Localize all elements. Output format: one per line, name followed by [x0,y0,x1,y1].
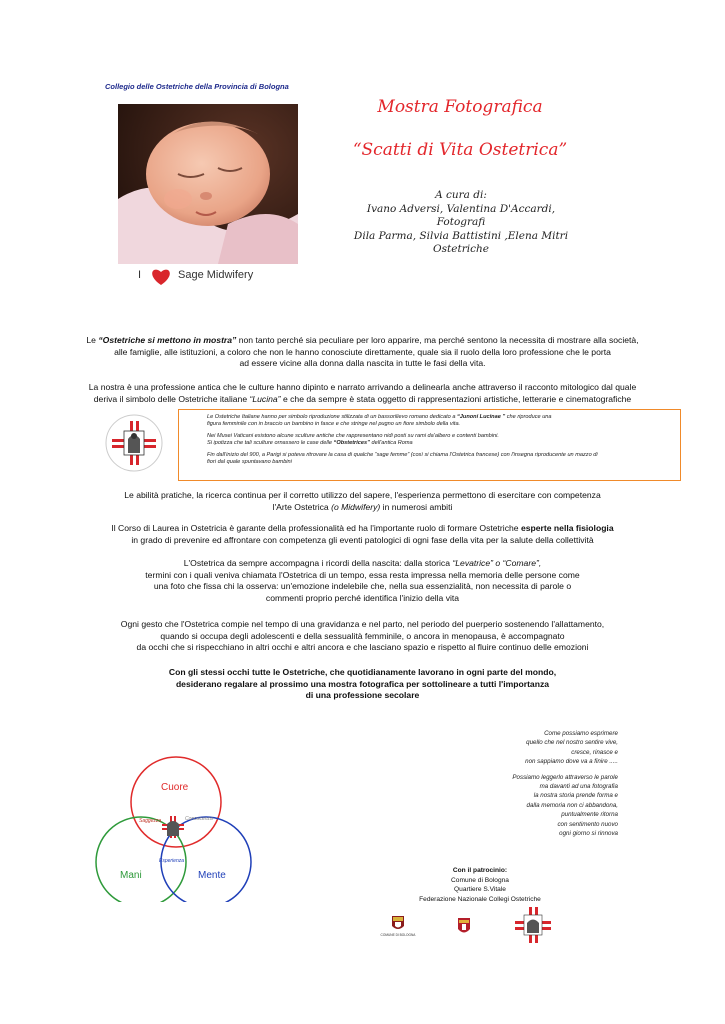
venn-diagram [86,752,286,902]
badge-suffix: Sage Midwifery [178,269,254,281]
venn-center-logo [162,816,184,838]
midwives-names: Dila Parma, Silvia Battistini ,Elena Mitri [353,229,569,242]
venn-label-saggezza: Saggezza [139,818,162,824]
organization-name: Collegio delle Ostetriche della Provincia di Bologna [105,82,289,91]
photographers-role: Fotografi [436,216,486,228]
venn-label-cuore: Cuore [161,782,189,793]
heart-icon [150,268,172,289]
badge-prefix: I [138,269,142,281]
paragraph-degree: Il Corso di Laurea in Ostetricia è garante della professionalità ed ha l'importante ruolo di formare Ostetriche esperte nella fisiologia in grado di prevenire ed affrontare con competenza gli eventi patologici di ogni fase della vita per la salute della collettività [111,523,614,545]
paragraph-closing: Con gli stessi occhi tutte le Ostetriche, che quotidianamente lavorano in ogni parte del mondo, desiderano regalare al prossimo una mostra fotografica per sottolineare a tutti l'importanza di una professione secolare [168,667,557,700]
curators [330,189,592,257]
venn-label-esperienza: Esperienza [159,858,185,864]
photographers-names: Ivano Adversi, Valentina D'Accardi, [366,202,556,215]
exhibition-title: Mostra Fotografica [377,97,543,117]
baby-photo [118,104,298,264]
patronage-label: Con il patrocinio: [452,867,508,874]
fnco-logo [513,905,553,945]
paragraph-skills: Le abilità pratiche, la ricerca continua per il corretto utilizzo del sapere, l'esperienza permettono di esercitare con competenza l'Arte Ostetrica (o Midwifery) in numerosi ambiti [124,490,601,512]
venn-label-mente: Mente [198,870,226,881]
exhibition-subtitle: “Scatti di Vita Ostetrica” [352,140,568,160]
paragraph-history: La nostra è una professione antica che le culture hanno dipinto e narrato arrivando a delinearla anche attraverso il racconto mitologico dal quale deriva il simbolo delle Ostetriche italiane “Lucina” e che da sempre è stata oggetto di rappresentazioni artistiche, letterarie e cinematografiche [88,382,637,404]
curated-label: A cura di: [435,189,487,201]
love-midwifery-badge [138,266,268,288]
venn-label-mani: Mani [120,870,142,881]
lucina-note-box: Le Ostetriche Italiane hanno per simbolo riproduzione stilizzata di un bassorilievo romano dedicato a “Junoni Lucinae ” che riproduce una figura femminile con in braccio un bambino in fasce e che stringe nel pugno un fiore simbolo della vita. Nei Musei Vaticani esistono alcune sculture antiche che rappresentano nidi posti su rami da'albero e contenti bambini. Si ipotizza che tali sculture ornassero le case delle “Obstetrices” dell'antica Roma Fin dall'inizio del 900, a Parigi si poteva ritrovare la casa di qualche “sage femme” (così si chiama l'Ostetrica francese) con l'insegna riproducente un mazzo di fiori dal quale spuntavano bambini [178,409,681,481]
poem: Come possiamo esprimere quello che nel nostro sentire vive, cresce, rinasce e non sappiamo dove va a finire ..... Possiamo leggerlo attraverso le parole ma davanti ad una fotografia la nostra storia prende forma e dalla memoria non ci abbandona, puntualmente ritorna con sentimento nuovo ogni giorno si rinnova [512,730,618,838]
patronage: Con il patrocinio: Comune di Bologna Quartiere S.Vitale Federazione Nazionale Collegi Ostetriche [380,866,580,904]
paragraph-memory: L'Ostetrica da sempre accompagna i ricordi della nascita: dalla storica “Levatrice” o “Comare”, termini con i quali veniva chiamata l'Ostetrica di un tempo, essa resta impressa nella memoria delle persone come una foto che fissa chi la osserva: un'emozione indelebile che, nella sua essenzialità, non necessita di parole o commenti proprio perché identifica l'inizio della vita [145,558,580,603]
comune-bologna-logo: COMUNE DI BOLOGNA [378,914,418,940]
quartiere-logo [450,916,478,938]
paragraph-intro: Le “Ostetriche si mettono in mostra” non tanto perché sia peculiare per loro apparire, ma perché sentono la necessita di mostrare alla società, alle famiglie, alle istituzioni, a coloro che non le hanno conosciute direttamente, quale sia il ruolo della loro professione che le porta ad essere vicine alla donna dalla nascita in tutte le fasi della vita. [86,335,639,368]
paragraph-gesture: Ogni gesto che l'Ostetrica compie nel tempo di una gravidanza e nel parto, nel periodo del puerperio sostenendo l'allattamento, quando si occupa degli adolescenti e della sessualità femminile, o ancora in menopausa, è accompagnato da occhi che si rispecchiano in altri occhi e altri ancora e che lasciano spazio e rispetto al fluire continuo delle emozioni [120,619,605,652]
midwives-role: Ostetriche [433,243,489,255]
lucina-logo [104,413,164,473]
venn-label-conoscenza: Conoscenza [185,816,213,822]
